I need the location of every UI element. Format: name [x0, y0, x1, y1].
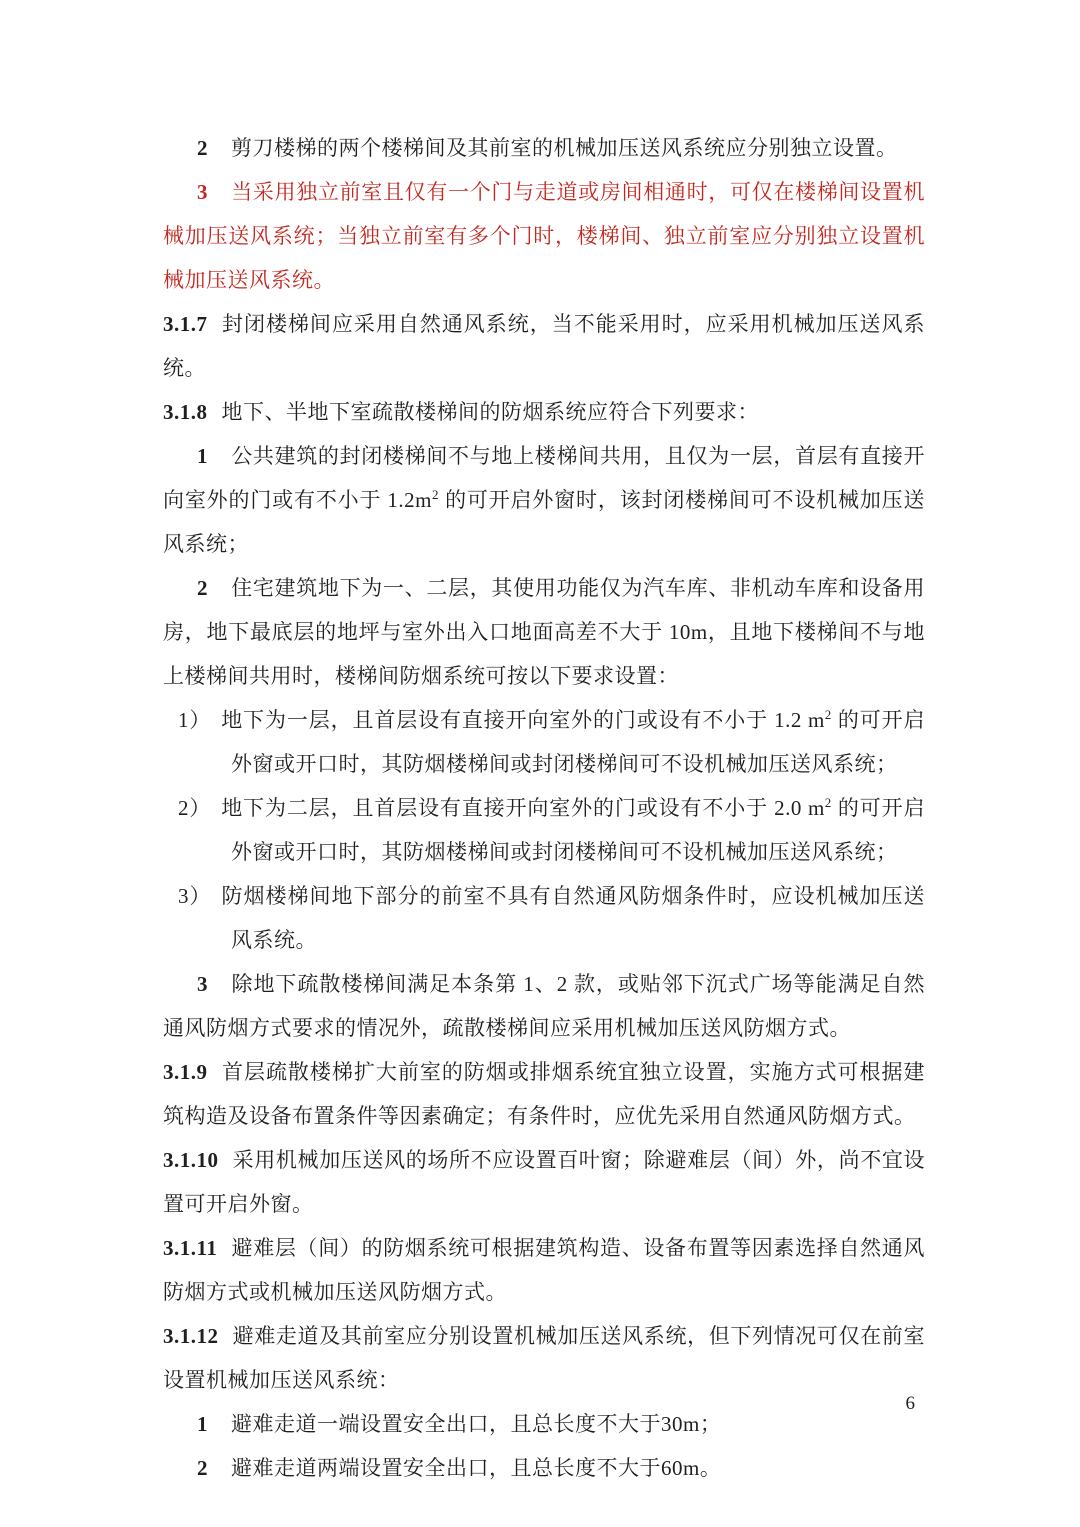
clause-number: 3 [197, 180, 208, 204]
clause-number: 3.1.8 [163, 400, 208, 424]
clause-text: 的可开启外窗或开口时，其防烟楼梯间或封闭楼梯间可不设机械加压送风系统； [231, 708, 926, 776]
paragraph [163, 566, 925, 698]
clause-number: 3.1.12 [163, 1324, 219, 1348]
superscript-text: 2 [431, 487, 439, 502]
clause-number: 3 [197, 972, 208, 996]
clause-number: 1 [197, 1412, 208, 1436]
clause-text: 2） [178, 796, 212, 820]
clause-number: 3.1.11 [163, 1236, 218, 1260]
paragraph [163, 1314, 925, 1402]
clause-text: 避难走道两端设置安全出口，且总长度不大于60m。 [231, 1456, 722, 1480]
clause-text: 避难走道一端设置安全出口，且总长度不大于30m； [231, 1412, 722, 1436]
paragraph [163, 874, 925, 962]
clause-number: 2 [197, 1456, 208, 1480]
clause-number: 2 [197, 576, 208, 600]
clause-text: 3） [178, 884, 212, 908]
clause-text: 避难层（间）的防烟系统可根据建筑构造、设备布置等因素选择自然通风防烟方式或机械加压送风防烟方式。 [163, 1236, 925, 1304]
paragraph [163, 698, 925, 786]
superscript-text: 2 [824, 795, 832, 810]
paragraph [163, 170, 925, 302]
clause-number: 2 [197, 136, 208, 160]
paragraph [163, 786, 925, 874]
clause-text: 公共建筑的封闭楼梯间不与地上楼梯间共用，且仅为一层，首层有直接开向室外的门或有不小于 1.2m [163, 444, 925, 512]
clause-text: 剪刀楼梯的两个楼梯间及其前室的机械加压送风系统应分别独立设置。 [231, 136, 898, 160]
clause-text: 当采用独立前室且仅有一个门与走道或房间相通时，可仅在楼梯间设置机械加压送风系统；当独立前室有多个门时，楼梯间、独立前室应分别独立设置机械加压送风系统。 [163, 180, 925, 292]
clause-number: 3.1.9 [163, 1060, 208, 1084]
paragraph [163, 1446, 925, 1490]
clause-text: 1） [178, 708, 212, 732]
clause-text: 的可开启外窗时，该封闭楼梯间可不设机械加压送风系统； [163, 488, 926, 556]
clause-text: 首层疏散楼梯扩大前室的防烟或排烟系统宜独立设置，实施方式可根据建筑构造及设备布置条件等因素确定；有条件时，应优先采用自然通风防烟方式。 [163, 1060, 925, 1128]
document-body [163, 126, 925, 1490]
clause-text: 采用机械加压送风的场所不应设置百叶窗；除避难层（间）外，尚不宜设置可开启外窗。 [163, 1148, 925, 1216]
paragraph [163, 302, 925, 390]
paragraph [163, 1050, 925, 1138]
clause-text: 避难走道及其前室应分别设置机械加压送风系统，但下列情况可仅在前室设置机械加压送风系统： [163, 1324, 925, 1392]
clause-number: 3.1.7 [163, 312, 208, 336]
clause-text: 住宅建筑地下为一、二层，其使用功能仅为汽车库、非机动车库和设备用房，地下最底层的地坪与室外出入口地面高差不大于 10m，且地下楼梯间不与地上楼梯间共用时，楼梯间防烟系统可按以下要求设置： [163, 576, 925, 688]
clause-text: 地下、半地下室疏散楼梯间的防烟系统应符合下列要求： [221, 400, 759, 424]
paragraph [163, 434, 925, 566]
paragraph [163, 390, 925, 434]
superscript-text: 2 [824, 707, 832, 722]
clause-text: 地下为一层，且首层设有直接开向室外的门或设有不小于 1.2 m [221, 708, 825, 732]
paragraph [163, 1402, 925, 1446]
clause-text: 地下为二层，且首层设有直接开向室外的门或设有不小于 2.0 m [221, 796, 825, 820]
clause-text: 除地下疏散楼梯间满足本条第 1、2 款，或贴邻下沉式广场等能满足自然通风防烟方式要求的情况外，疏散楼梯间应采用机械加压送风防烟方式。 [163, 972, 925, 1040]
paragraph [163, 126, 925, 170]
clause-number: 3.1.10 [163, 1148, 219, 1172]
clause-number: 1 [197, 444, 208, 468]
clause-text: 防烟楼梯间地下部分的前室不具有自然通风防烟条件时，应设机械加压送风系统。 [221, 884, 925, 952]
page-number: 6 [905, 1393, 915, 1414]
paragraph [163, 962, 925, 1050]
clause-text: 的可开启外窗或开口时，其防烟楼梯间或封闭楼梯间可不设机械加压送风系统； [231, 796, 926, 864]
clause-text: 封闭楼梯间应采用自然通风系统，当不能采用时，应采用机械加压送风系统。 [163, 312, 925, 380]
paragraph [163, 1138, 925, 1226]
paragraph [163, 1226, 925, 1314]
